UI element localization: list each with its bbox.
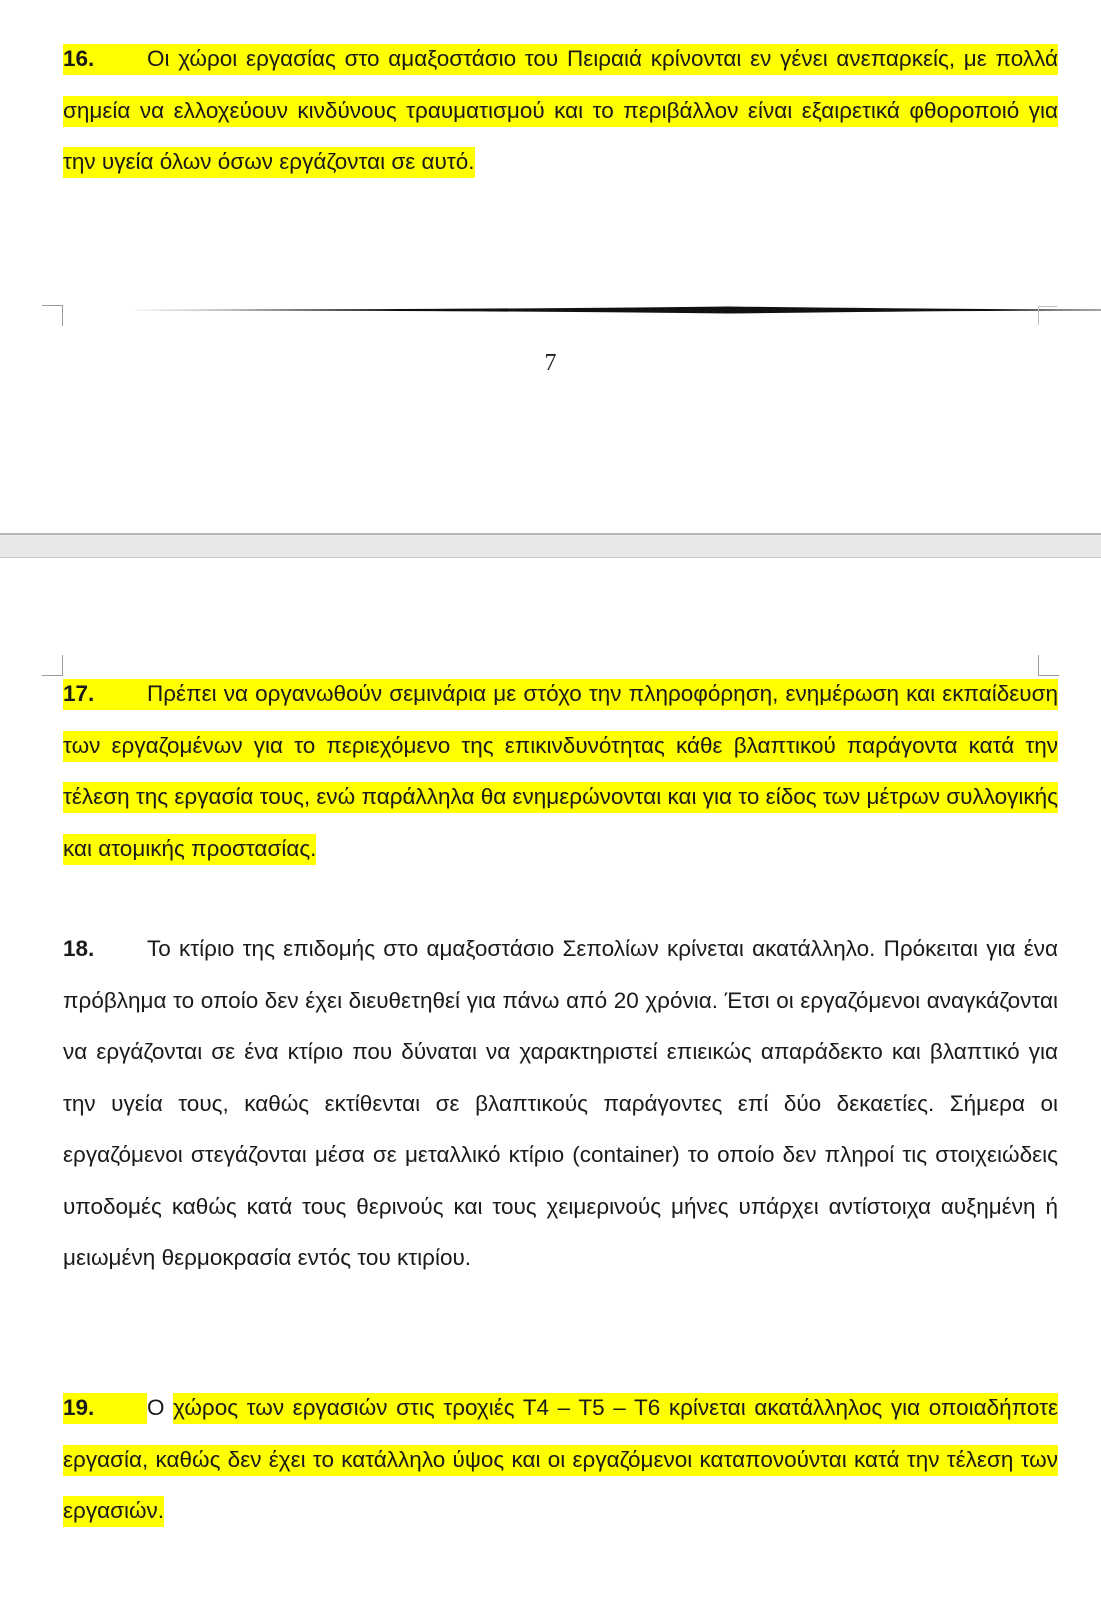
page-corner-mark	[1038, 306, 1057, 325]
paragraph-19-text: χώρος των εργασιών στις τροχιές Τ4 – Τ5 – Τ6 κρίνεται ακατάλληλος για οποιαδήποτε εργασία, καθώς δεν έχει το κατάλληλο ύψος και οι εργαζόμενοι καταπονούνται κατά την τέλεση των εργασιών.	[63, 1395, 1058, 1523]
page-corner-mark	[42, 655, 63, 676]
paragraph-18	[63, 923, 1058, 1284]
paragraph-19-lead: Ο	[147, 1395, 165, 1420]
paragraph-17-number: 17.	[63, 681, 95, 706]
page-number: 7	[544, 350, 557, 376]
paragraph-19-number: 19.	[63, 1395, 95, 1420]
paragraph-19-highlight	[63, 1393, 1058, 1527]
paragraph-18-text: Το κτίριο της επιδομής στο αμαξοστάσιο Σεπολίων κρίνεται ακατάλληλο. Πρόκειται για ένα πρόβλημα το οποίο δεν έχει διευθετηθεί για πάνω από 20 χρόνια. Έτσι οι εργαζόμενοι αναγκάζονται να εργάζονται σε ένα κτίριο που δύναται να χαρακτηριστεί επιεικώς απαράδεκτο και βλαπτικό για την υγεία τους, καθώς εκτίθενται σε βλαπτικούς παράγοντες επί δύο δεκαετίες. Σήμερα οι εργαζόμενοι στεγάζονται μέσα σε μεταλλικό κτίριο (container) το οποίο δεν πληροί τις στοιχειώδεις υποδομές καθώς κατά τους θερινούς και τους χειμερινούς μήνες υπάρχει αντίστοιχα αυξημένη ή μειωμένη θερμοκρασία εντός του κτιρίου.	[63, 936, 1058, 1270]
paragraph-16	[63, 33, 1058, 188]
page-separator	[0, 533, 1101, 558]
footer-rule	[128, 306, 1101, 314]
page-corner-mark	[42, 305, 63, 326]
paragraph-17-highlight	[63, 679, 1058, 865]
paragraph-16-highlight	[63, 44, 1058, 178]
paragraph-16-text: Οι χώροι εργασίας στο αμαξοστάσιο του Πειραιά κρίνονται εν γένει ανεπαρκείς, με πολλά σημεία να ελλοχεύουν κινδύνους τραυματισμού και το περιβάλλον είναι εξαιρετικά φθοροποιό για την υγεία όλων όσων εργάζονται σε αυτό.	[63, 46, 1058, 174]
paragraph-17	[63, 668, 1058, 874]
paragraph-18-number: 18.	[63, 936, 95, 961]
paragraph-19	[63, 1382, 1058, 1537]
paragraph-19-number-highlight	[63, 1393, 147, 1424]
paragraph-17-text: Πρέπει να οργανωθούν σεμινάρια με στόχο την πληροφόρηση, ενημέρωση και εκπαίδευση των εργαζομένων για το περιεχόμενο της επικινδυνότητας κάθε βλαπτικού παράγοντα κατά την τέλεση της εργασία τους, ενώ παράλληλα θα ενημερώνονται και για το είδος των μέτρων συλλογικής και ατομικής προστασίας.	[63, 681, 1058, 861]
paragraph-16-number: 16.	[63, 46, 95, 71]
